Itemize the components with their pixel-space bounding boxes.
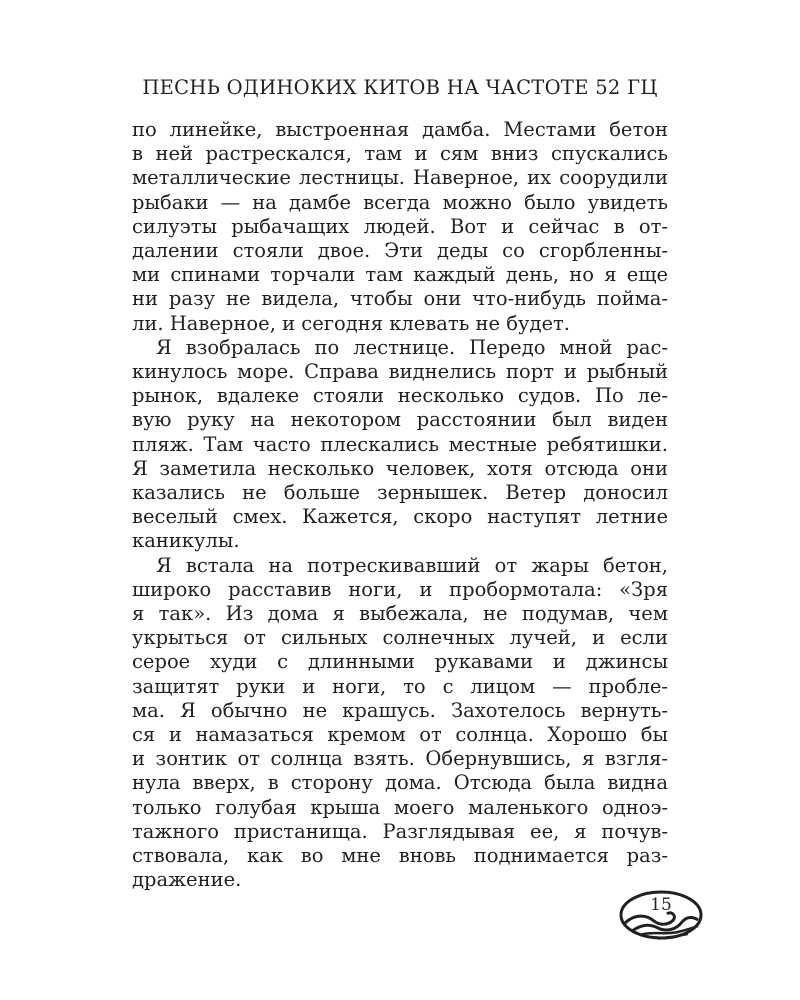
running-header: ПЕСНЬ ОДИНОКИХ КИТОВ НА ЧАСТОТЕ 52 ГЦ (142, 76, 658, 99)
text-line: тажного пристанища. Разглядывая ее, я почув- (132, 819, 668, 843)
text-line: далении стояли двое. Эти деды со сгорбленны- (132, 239, 668, 263)
text-line: каникулы. (132, 529, 240, 553)
text-line: в ней растрескался, там и сям вниз спускались (132, 142, 668, 166)
text-line: Я встала на потрескивавший от жары бетон, (156, 553, 668, 577)
text-line: защитят руки и ноги, то с лицом — пробле- (132, 674, 668, 698)
text-line: рыбаки — на дамбе всегда можно было увидеть (132, 190, 668, 214)
page-number-emblem (618, 888, 708, 948)
text-line: широко расставив ноги, и пробормотала: «Зря (132, 577, 668, 601)
text-line: Я заметила несколько человек, хотя отсюда они (132, 456, 668, 480)
text-line: ма. Я обычно не крашусь. Захотелось вернуть- (132, 698, 668, 722)
text-line: ся и намазаться кремом от солнца. Хорошо бы (132, 723, 668, 747)
text-line: дражение. (132, 868, 242, 892)
text-line: укрыться от сильных солнечных лучей, и если (132, 626, 668, 650)
text-line: и зонтик от солнца взять. Обернувшись, я взгля- (132, 747, 668, 771)
paragraph-1 (132, 118, 668, 336)
body-text (132, 118, 668, 893)
text-line: веселый смех. Кажется, скоро наступят летние (132, 505, 668, 529)
text-line: только голубая крыша моего маленького одноэ- (132, 795, 668, 819)
text-line: ми спинами торчали там каждый день, но я еще (132, 263, 668, 287)
text-line: я так». Из дома я выбежала, не подумав, чем (132, 602, 668, 626)
text-line: по линейке, выстроенная дамба. Местами бетон (132, 118, 668, 141)
text-line: серое худи с длинными рукавами и джинсы (132, 650, 668, 674)
text-line: пляж. Там часто плескались местные ребятишки. (132, 432, 668, 456)
text-line: металлические лестницы. Наверное, их соорудили (132, 166, 668, 190)
paragraph-3 (132, 554, 668, 893)
page-number: 15 (650, 895, 672, 915)
paragraph-2 (132, 336, 668, 554)
text-line: казались не больше зернышек. Ветер доносил (132, 481, 668, 505)
text-line: рынок, вдалеке стояли несколько судов. По ле- (132, 384, 668, 408)
text-line: силуэты рыбачащих людей. Вот и сейчас в от- (132, 214, 668, 238)
text-line: кинулось море. Справа виднелись порт и рыбный (132, 360, 668, 384)
text-line: Я взобралась по лестнице. Передо мной рас- (156, 335, 668, 359)
text-line: ствовала, как во мне вновь поднимается раз- (132, 844, 668, 868)
text-line: нула вверх, в сторону дома. Отсюда была видна (132, 771, 668, 795)
text-line: вую руку на некотором расстоянии был виден (132, 408, 668, 432)
text-line: ни разу не видела, чтобы они что-нибудь пойма- (132, 287, 668, 311)
text-line: ли. Наверное, и сегодня клевать не будет. (132, 311, 571, 335)
